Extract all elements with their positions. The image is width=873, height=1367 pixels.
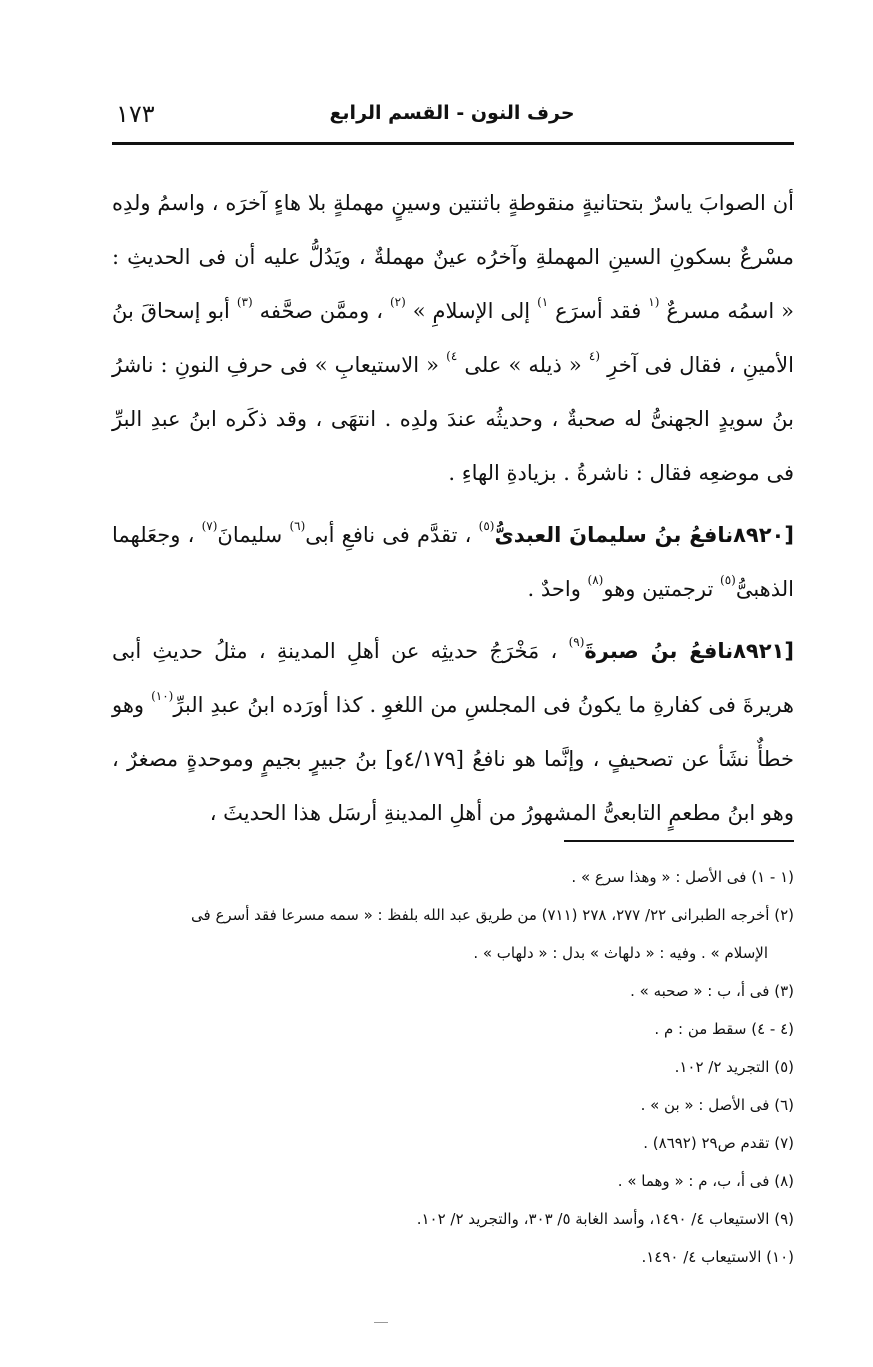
- entry-number: [٨٩٢٠: [733, 523, 794, 547]
- footnote-item: (١٠) الاستيعاب ٤/ ١٤٩٠.: [641, 1248, 794, 1266]
- footnote-ref: (١٠): [151, 689, 174, 703]
- text-segment: واحدٌ .: [527, 577, 581, 601]
- footnotes: [112, 858, 794, 1276]
- footnote-separator: [564, 840, 794, 842]
- footnote-item: (٤ - ٤) سقط من : م .: [654, 1020, 794, 1038]
- footnote-ref: ٤): [446, 349, 458, 363]
- footnote-ref: (٣): [236, 295, 253, 309]
- text-segment: ، وممَّن صحَّفه: [259, 299, 384, 323]
- text-segment: أن الصوابَ ياسرٌ بتحتانيةٍ منقوطةٍ باثنتين وسينٍ مهملةٍ بلا هاءٍ آخرَه ، واسمُ ولدِه مسْرعٌ بسكونِ السينِ المهملةِ وآخرُه عينٌ مهملةٌ ، ويَدُلُّ عليه أن فى الحديثِ : « اسمُه مسرعٌ: [112, 191, 794, 323]
- footnote-ref: (٦): [289, 519, 306, 533]
- text-segment: « الاستيعابِ » فى حرفِ النونِ : ناشرُ بنُ سويدٍ الجهنىُّ له صحبةٌ ، وحديثُه عندَ ولدِه . انتهَى ، وقد ذكَره ابنُ عبدِ البرِّ فى موضعِه فقال : ناشرةُ . بزيادةِ الهاءِ .: [112, 353, 794, 485]
- page-number: ١٧٣: [116, 100, 155, 128]
- footnote-item: (٨) فى أ، ب، م : « وهما » .: [617, 1172, 794, 1190]
- footnote-ref: (١: [648, 295, 660, 309]
- text-segment: سليمانَ: [217, 523, 283, 547]
- main-text: [112, 176, 794, 840]
- text-segment: ، تقدَّم فى نافعِ أبى: [305, 523, 472, 547]
- text-segment: « ذيله » على: [464, 353, 582, 377]
- text-segment: ، مَخْرَجُ حديثِه عن أهلِ المدينةِ ، مثلُ حديثِ أبى هريرةَ فى كفارةِ ما يكونُ فى المجلسِ من اللغوِ . كذا أورَده ابنُ عبدِ البرِّ: [112, 639, 794, 717]
- page-header: [112, 98, 792, 138]
- footnote-ref: (٤: [588, 349, 601, 363]
- running-title: حرف النون - القسم الرابع: [329, 102, 575, 124]
- text-segment: فقد أسرَع: [555, 299, 642, 323]
- entry-8921: [112, 624, 794, 840]
- footnote-item-continuation: الإسلام » . وفيه : « دلهاث » بدل : « دلهاب » .: [473, 944, 768, 962]
- footnote-item: (٥) التجريد ٢/ ١٠٢.: [674, 1058, 794, 1076]
- footnote-item: (٧) تقدم ص٢٩ (٨٦٩٢) .: [643, 1134, 794, 1152]
- entry-number: [٨٩٢١: [733, 639, 794, 663]
- footnote-ref: (٥): [720, 573, 736, 587]
- text-segment: أبو إسحاقَ بنُ الأمينِ ، فقال فى آخرِ: [112, 299, 794, 377]
- footnote-ref: (٨): [587, 573, 604, 587]
- footnote-item: (٦) فى الأصل : « بن » .: [640, 1096, 794, 1114]
- footnote-ref: (٥): [478, 519, 495, 533]
- text-segment: إلى الإسلامِ »: [412, 299, 531, 323]
- header-rule: [112, 142, 794, 145]
- footnote-item: (٢) أخرجه الطبرانى ٢٢/ ٢٧٧، ٢٧٨ (٧١١) من طريق عبد الله بلفظ : « سمه مسرعا فقد أسرع فى: [191, 906, 794, 924]
- footnote-item: (٩) الاستيعاب ٤/ ١٤٩٠، وأسد الغابة ٥/ ٣٠٣، والتجريد ٢/ ١٠٢.: [416, 1210, 794, 1228]
- entry-8920: [112, 508, 794, 616]
- footnote-ref: (٢): [389, 295, 406, 309]
- text-segment: ترجمتين وهو: [603, 577, 714, 601]
- text-segment: ، وجعَلهما الذهبىُّ: [112, 523, 794, 601]
- paragraph-continuation: [112, 176, 794, 500]
- footnote-ref: (٩): [568, 635, 585, 649]
- scan-mark: [374, 1322, 388, 1323]
- footnote-item: (٣) فى أ، ب : « صحبه » .: [630, 982, 794, 1000]
- text-segment: وهو خطأٌ نشَأ عن تصحيفٍ ، وإنَّما هو نافعُ [٤/١٧٩و] بنُ جبيرٍ بجيمٍ وموحدةٍ مصغرٌ ، وهو ابنُ مطعمٍ التابعىُّ المشهورُ من أهلِ المدينةِ أرسَل هذا الحديثَ ،: [112, 693, 794, 825]
- footnote-ref: ١): [537, 295, 549, 309]
- entry-name: نافعُ بنُ صبرةَ: [584, 639, 734, 663]
- footnote-ref: (٧): [201, 519, 218, 533]
- entry-name: نافعُ بنُ سليمانَ العبدىُّ: [494, 523, 734, 547]
- footnote-item: (١ - ١) فى الأصل : « وهذا سرع » .: [571, 868, 794, 886]
